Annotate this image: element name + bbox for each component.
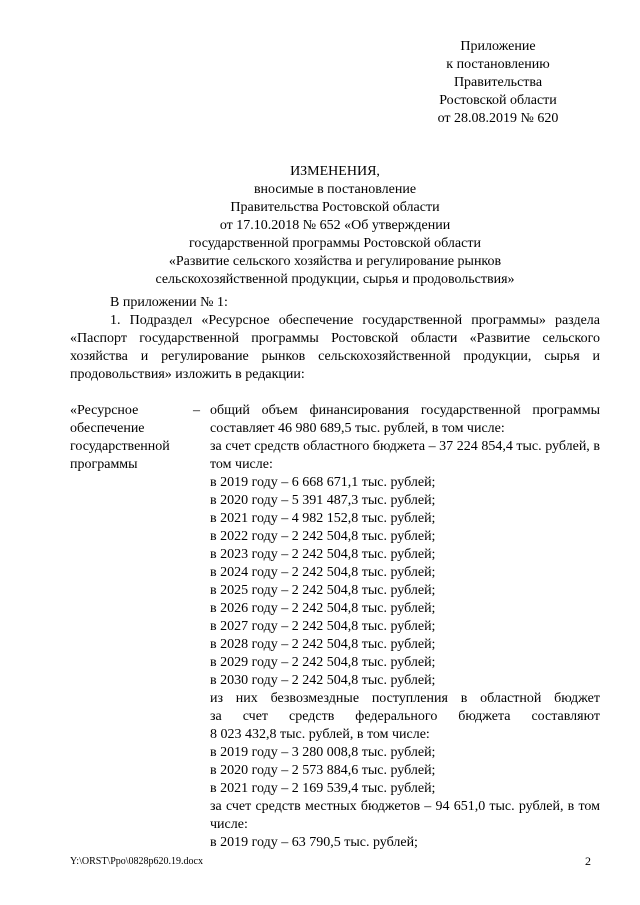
appendix-line: Ростовской области xyxy=(439,93,557,108)
local-years-list xyxy=(210,834,600,852)
label-line: государственной xyxy=(70,439,170,454)
appendix-line: Приложение xyxy=(460,39,536,54)
section-label xyxy=(70,402,190,474)
appendix-line: к постановлению xyxy=(446,57,550,72)
page-number: 2 xyxy=(585,854,591,868)
total-financing: общий объем финансирования государственной программы составляет 46 980 689,5 тыс. рублей, в том числе: xyxy=(210,403,600,436)
year-line: в 2019 году – 6 668 671,1 тыс. рублей; xyxy=(210,475,436,490)
section-body xyxy=(210,402,600,852)
title-line: Правительства Ростовской области xyxy=(230,200,440,215)
year-line: в 2020 году – 5 391 487,3 тыс. рублей; xyxy=(210,493,436,508)
label-line: «Ресурсное xyxy=(70,403,139,418)
item-1-paragraph: 1. Подраздел «Ресурсное обеспечение государственной программы» раздела «Паспорт государственной программы Ростовской области «Развитие сельского хозяйства и регулирование рынков сельскохозяйственной продукции, сырья и продовольствия» изложить в редакции: xyxy=(70,313,600,382)
title-line: государственной программы Ростовской области xyxy=(189,236,481,251)
year-line: в 2022 году – 2 242 504,8 тыс. рублей; xyxy=(210,529,436,544)
label-line: обеспечение xyxy=(70,421,145,436)
year-line: в 2026 году – 2 242 504,8 тыс. рублей; xyxy=(210,601,436,616)
federal-years-list xyxy=(210,744,600,798)
year-line: в 2021 году – 4 982 152,8 тыс. рублей; xyxy=(210,511,436,526)
federal-intro-line: 8 023 432,8 тыс. рублей, в том числе: xyxy=(210,727,430,742)
year-line: в 2025 году – 2 242 504,8 тыс. рублей; xyxy=(210,583,436,598)
section-dash: – xyxy=(193,403,200,418)
title-line: от 17.10.2018 № 652 «Об утверждении xyxy=(219,218,451,233)
federal-intro-line: из них безвозмездные поступления в областной бюджет xyxy=(210,691,600,706)
title-line: вносимые в постановление xyxy=(253,182,417,197)
title-line: сельскохозяйственной продукции, сырья и продовольствия» xyxy=(155,272,515,287)
footer-file-path: Y:\ORST\Ppo\0828p620.19.docx xyxy=(70,856,203,867)
year-line: в 2029 году – 2 242 504,8 тыс. рублей; xyxy=(210,655,436,670)
document-title xyxy=(70,163,600,289)
year-line: в 2024 году – 2 242 504,8 тыс. рублей; xyxy=(210,565,436,580)
in-appendix-line: В приложении № 1: xyxy=(110,295,228,310)
year-line: в 2021 году – 2 169 539,4 тыс. рублей; xyxy=(210,781,436,796)
intro-text xyxy=(70,294,600,384)
year-line: в 2027 году – 2 242 504,8 тыс. рублей; xyxy=(210,619,436,634)
regional-years-list xyxy=(210,474,600,690)
year-line: в 2019 году – 3 280 008,8 тыс. рублей; xyxy=(210,745,436,760)
year-line: в 2023 году – 2 242 504,8 тыс. рублей; xyxy=(210,547,436,562)
title-line: «Развитие сельского хозяйства и регулирование рынков xyxy=(168,254,502,269)
year-line: в 2020 году – 2 573 884,6 тыс. рублей; xyxy=(210,763,436,778)
year-line: в 2028 году – 2 242 504,8 тыс. рублей; xyxy=(210,637,436,652)
year-line: в 2019 году – 63 790,5 тыс. рублей; xyxy=(210,835,418,850)
year-line: в 2030 году – 2 242 504,8 тыс. рублей; xyxy=(210,673,436,688)
label-line: программы xyxy=(70,457,138,472)
federal-intro-line: за счет средств федерального бюджета составляют xyxy=(210,709,600,724)
appendix-line: от 28.08.2019 № 620 xyxy=(437,111,559,126)
appendix-header xyxy=(418,38,578,128)
title-line: ИЗМЕНЕНИЯ, xyxy=(290,164,380,179)
local-budget-intro: за счет средств местных бюджетов – 94 651,0 тыс. рублей, в том числе: xyxy=(210,799,600,832)
regional-budget-intro: за счет средств областного бюджета – 37 224 854,4 тыс. рублей, в том числе: xyxy=(210,439,600,472)
appendix-line: Правительства xyxy=(453,75,543,90)
